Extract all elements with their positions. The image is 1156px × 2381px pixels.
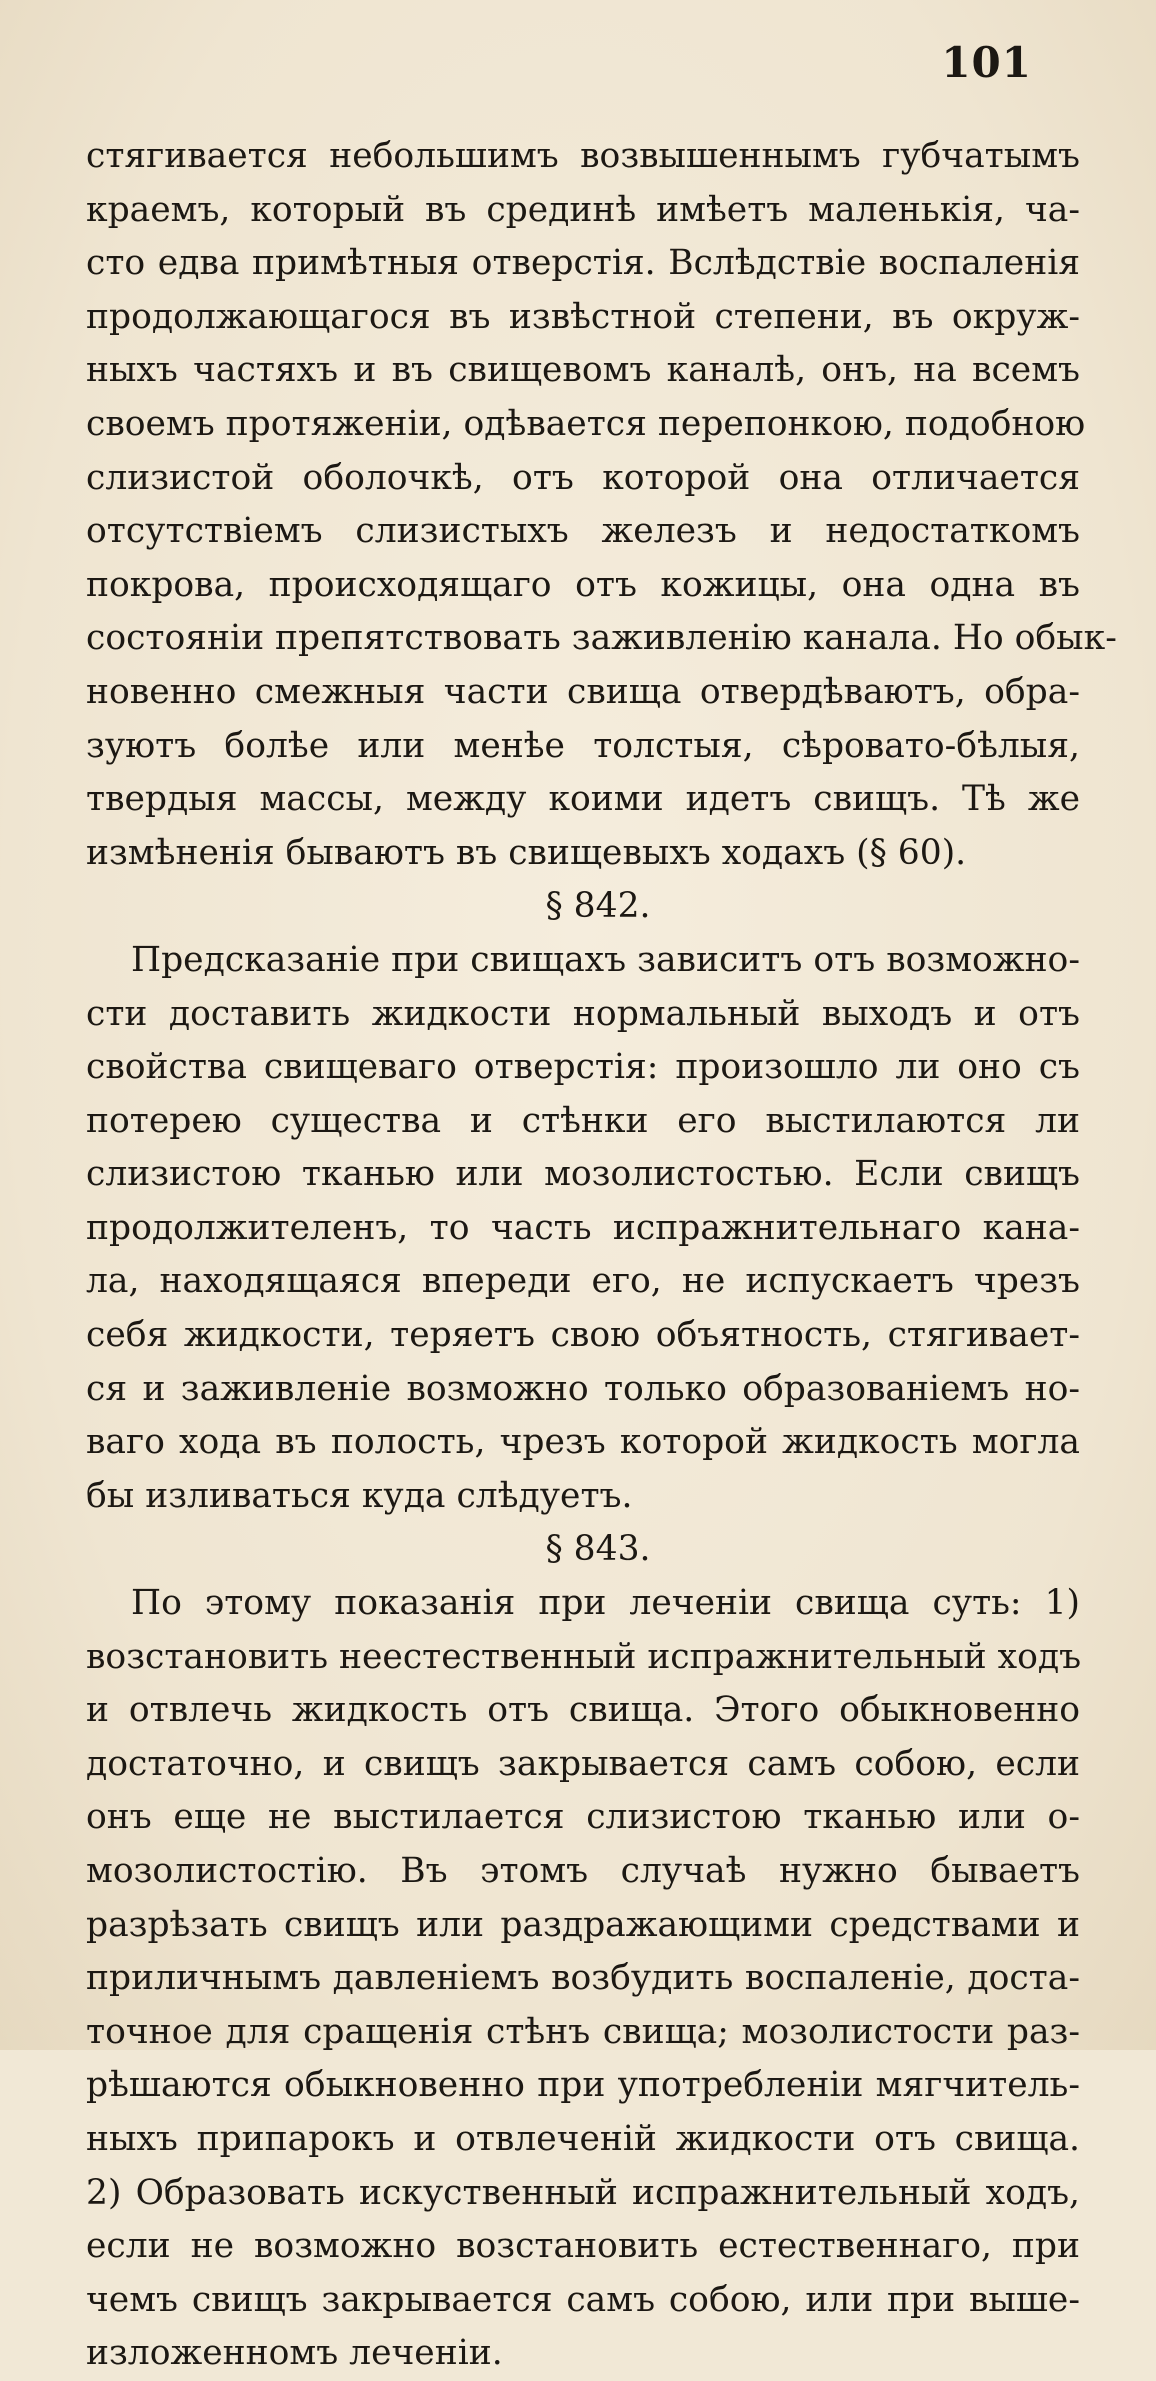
text-line: слизистой оболочкѣ, отъ которой она отличается (86, 457, 1080, 498)
text-line: своемъ протяженіи, одѣвается перепонкою, подобною (86, 403, 1086, 444)
text-line: покрова, происходящаго отъ кожицы, она одна въ (86, 564, 1080, 605)
text-line: потерею существа и стѣнки его выстилаются ли (86, 1100, 1080, 1141)
text-line: сто едва примѣтныя отверстія. Вслѣдствіе воспаленія (86, 243, 1080, 284)
text-line: состояніи препятствовать заживленію канала. Но обык- (86, 618, 1117, 659)
text-line: краемъ, который въ срединѣ имѣетъ маленькія, ча- (86, 189, 1080, 230)
text-line: 2) Образовать искуственный испражнительный ходъ, (86, 2172, 1080, 2213)
paragraph-1 (86, 130, 1117, 880)
text-line: измѣненія бываютъ въ свищевыхъ ходахъ (§ 60). (86, 832, 967, 873)
page-body (86, 130, 1117, 2381)
text-line: отсутствіемъ слизистыхъ железъ и недостаткомъ (86, 511, 1080, 552)
text-line: приличнымъ давленіемъ возбудить воспаленіе, доста- (86, 1958, 1080, 1999)
text-line: рѣшаются обыкновенно при употребленіи мягчитель- (86, 2065, 1080, 2106)
text-line: Предсказаніе при свищахъ зависитъ отъ возможно- (131, 939, 1080, 980)
text-line: сти доставить жидкости нормальный выходъ и отъ (86, 993, 1080, 1034)
text-line: ла, находящаяся впереди его, не испускаетъ чрезъ (86, 1261, 1080, 1302)
text-line: продолжителенъ, то часть испражнительнаго кана- (86, 1207, 1080, 1248)
text-line: чемъ свищъ закрывается самъ собою, или при выше- (86, 2279, 1080, 2320)
text-line: твердыя массы, между коими идетъ свищъ. Тѣ же (86, 779, 1080, 820)
text-line: и отвлечь жидкость отъ свища. Этого обыкновенно (86, 1690, 1080, 1731)
text-line: бы изливаться куда слѣдуетъ. (86, 1475, 633, 1516)
text-line: ваго хода въ полость, чрезъ которой жидкость могла (86, 1422, 1080, 1463)
paragraph-2 (86, 934, 1080, 1524)
text-line: возстановить неестественный испражнительный ходъ (86, 1636, 1082, 1677)
text-line: свойства свищеваго отверстія: произошло ли оно съ (86, 1047, 1080, 1088)
text-line: если не возможно возстановить естественнаго, при (86, 2226, 1080, 2267)
text-line: ныхъ частяхъ и въ свищевомъ каналѣ, онъ, на всемъ (86, 350, 1080, 391)
page-number: 101 (941, 38, 1032, 87)
text-line: новенно смежныя части свища отвердѣваютъ, обра- (86, 671, 1080, 712)
section-heading-842: § 842. (545, 886, 651, 927)
text-line: ныхъ припарокъ и отвлеченій жидкости отъ свища. (86, 2118, 1080, 2159)
text-line: изложенномъ леченіи. (86, 2333, 503, 2374)
text-line: ся и заживленіе возможно только образованіемъ но- (86, 1368, 1080, 1409)
section-heading-843: § 843. (545, 1529, 651, 1570)
text-line: слизистою тканью или мозолистостью. Если свищъ (86, 1154, 1080, 1195)
text-line: По этому показанія при леченіи свища суть: 1) (131, 1583, 1080, 1624)
paragraph-3 (86, 1577, 1080, 2381)
text-line: стягивается небольшимъ возвышеннымъ губчатымъ (86, 136, 1080, 176)
text-line: себя жидкости, теряетъ свою объятность, стягивает- (86, 1315, 1080, 1356)
text-line: зуютъ болѣе или менѣе толстыя, сѣровато-бѣлыя, (86, 725, 1080, 766)
text-line: онъ еще не выстилается слизистою тканью или о- (86, 1797, 1080, 1838)
text-line: точное для сращенія стѣнъ свища; мозолистости раз- (86, 2011, 1080, 2052)
text-line: достаточно, и свищъ закрывается самъ собою, если (86, 1743, 1080, 1784)
text-line: мозолистостію. Въ этомъ случаѣ нужно бываетъ (86, 1851, 1080, 1891)
text-line: продолжающагося въ извѣстной степени, въ окруж- (86, 296, 1080, 337)
text-line: разрѣзать свищъ или раздражающими средствами и (86, 1904, 1080, 1945)
